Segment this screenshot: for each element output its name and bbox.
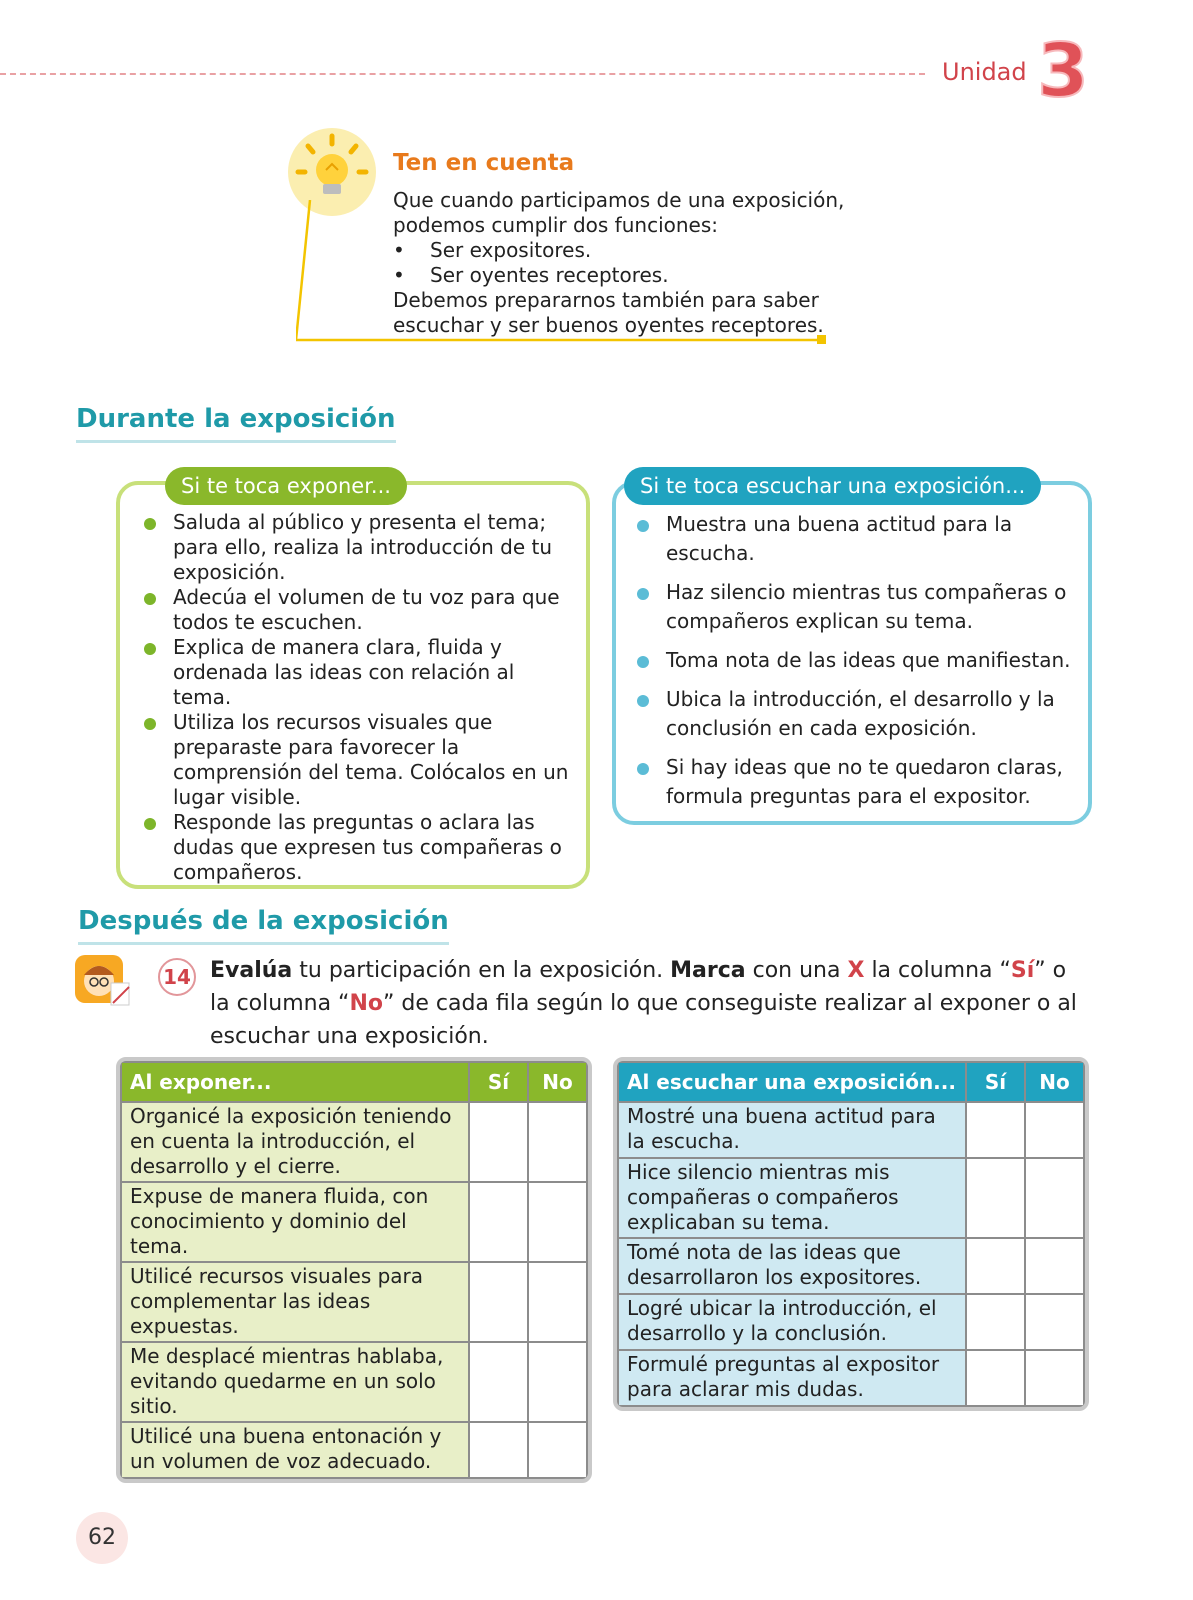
table-row: Mostré una buena actitud para la escucha. [618,1102,1084,1158]
checkbox-no[interactable] [1025,1158,1084,1238]
checkbox-si[interactable] [469,1422,528,1478]
checkbox-no[interactable] [528,1262,587,1342]
checkbox-no[interactable] [528,1422,587,1478]
tip-body [393,188,913,338]
checkbox-no[interactable] [528,1342,587,1422]
expose-evaluation-table [116,1057,592,1483]
checkbox-no[interactable] [1025,1102,1084,1158]
tip-line: Que cuando participamos de una exposición, [393,188,845,212]
checkbox-si[interactable] [469,1342,528,1422]
list-item: Responde las preguntas o aclara las dudas que expresen tus compañeras o compañeros. [138,810,578,885]
table-row: Utilicé una buena entonación y un volumen de voz adecuado. [121,1422,587,1478]
list-item: Muestra una buena actitud para la escucha. [631,510,1086,568]
column-si: Sí [469,1062,528,1102]
list-item: Explica de manera clara, fluida y ordenada las ideas con relación al tema. [138,635,578,710]
tip-bullet: • Ser expositores. [393,238,592,262]
table-row: Formulé preguntas al expositor para aclarar mis dudas. [618,1350,1084,1406]
column-si: Sí [966,1062,1025,1102]
list-item: Utiliza los recursos visuales que preparaste para favorecer la comprensión del tema. Colócalos en un lugar visible. [138,710,578,810]
tip-line: Debemos prepararnos también para saber [393,288,819,312]
list-item: Toma nota de las ideas que manifiestan. [631,646,1086,675]
checkbox-si[interactable] [469,1182,528,1262]
table-header: Al exponer... [121,1062,469,1102]
section-title-during: Durante la exposición [76,404,396,443]
checkbox-si[interactable] [966,1350,1025,1406]
list-item: Ubica la introducción, el desarrollo y la conclusión en cada exposición. [631,685,1086,743]
table-row: Tomé nota de las ideas que desarrollaron los expositores. [618,1238,1084,1294]
unit-label: Unidad [942,58,1027,86]
checkbox-si[interactable] [966,1238,1025,1294]
list-item: Adecúa el volumen de tu voz para que todos te escuchen. [138,585,578,635]
table-row: Hice silencio mientras mis compañeras o compañeros explicaban su tema. [618,1158,1084,1238]
listen-list [631,510,1086,821]
tip-line: escuchar y ser buenos oyentes receptores. [393,313,824,337]
table-header: Al escuchar una exposición... [618,1062,966,1102]
column-no: No [1025,1062,1084,1102]
checkbox-no[interactable] [528,1182,587,1262]
expose-list [138,510,578,885]
listen-label: Si te toca escuchar una exposición... [624,467,1041,505]
checkbox-si[interactable] [469,1262,528,1342]
activity-number: 14 [158,958,196,996]
checkbox-si[interactable] [966,1294,1025,1350]
listen-evaluation-table [613,1057,1089,1411]
expose-label: Si te toca exponer... [165,467,407,505]
list-item: Haz silencio mientras tus compañeras o compañeros explican su tema. [631,578,1086,636]
checkbox-si[interactable] [966,1102,1025,1158]
unit-number-badge [1030,32,1096,112]
unit-number: 3 [1037,32,1089,112]
table-row: Logré ubicar la introducción, el desarrollo y la conclusión. [618,1294,1084,1350]
tip-title: Ten en cuenta [393,150,575,176]
student-writing-icon [73,953,133,1008]
checkbox-no[interactable] [528,1102,587,1182]
checkbox-no[interactable] [1025,1238,1084,1294]
tip-bullet: • Ser oyentes receptores. [393,263,669,287]
table-row: Expuse de manera fluida, con conocimiento y dominio del tema. [121,1182,587,1262]
header-dashed-line [0,73,925,75]
list-item: Si hay ideas que no te quedaron claras, formula preguntas para el expositor. [631,753,1086,811]
page-number: 62 [76,1512,128,1564]
column-no: No [528,1062,587,1102]
table-row: Me desplacé mientras hablaba, evitando quedarme en un solo sitio. [121,1342,587,1422]
table-row: Utilicé recursos visuales para complementar las ideas expuestas. [121,1262,587,1342]
list-item: Saluda al público y presenta el tema; para ello, realiza la introducción de tu exposición. [138,510,578,585]
tip-line: podemos cumplir dos funciones: [393,213,718,237]
checkbox-si[interactable] [966,1158,1025,1238]
table-row: Organicé la exposición teniendo en cuenta la introducción, el desarrollo y el cierre. [121,1102,587,1182]
checkbox-no[interactable] [1025,1350,1084,1406]
checkbox-no[interactable] [1025,1294,1084,1350]
checkbox-si[interactable] [469,1102,528,1182]
section-title-after: Después de la exposición [78,906,449,945]
activity-instruction: Evalúa tu participación en la exposición. Marca con una X la columna “Sí” o la columna “No” de cada fila según lo que conseguiste realizar al exponer o al escuchar una exposición. [210,958,1077,1049]
